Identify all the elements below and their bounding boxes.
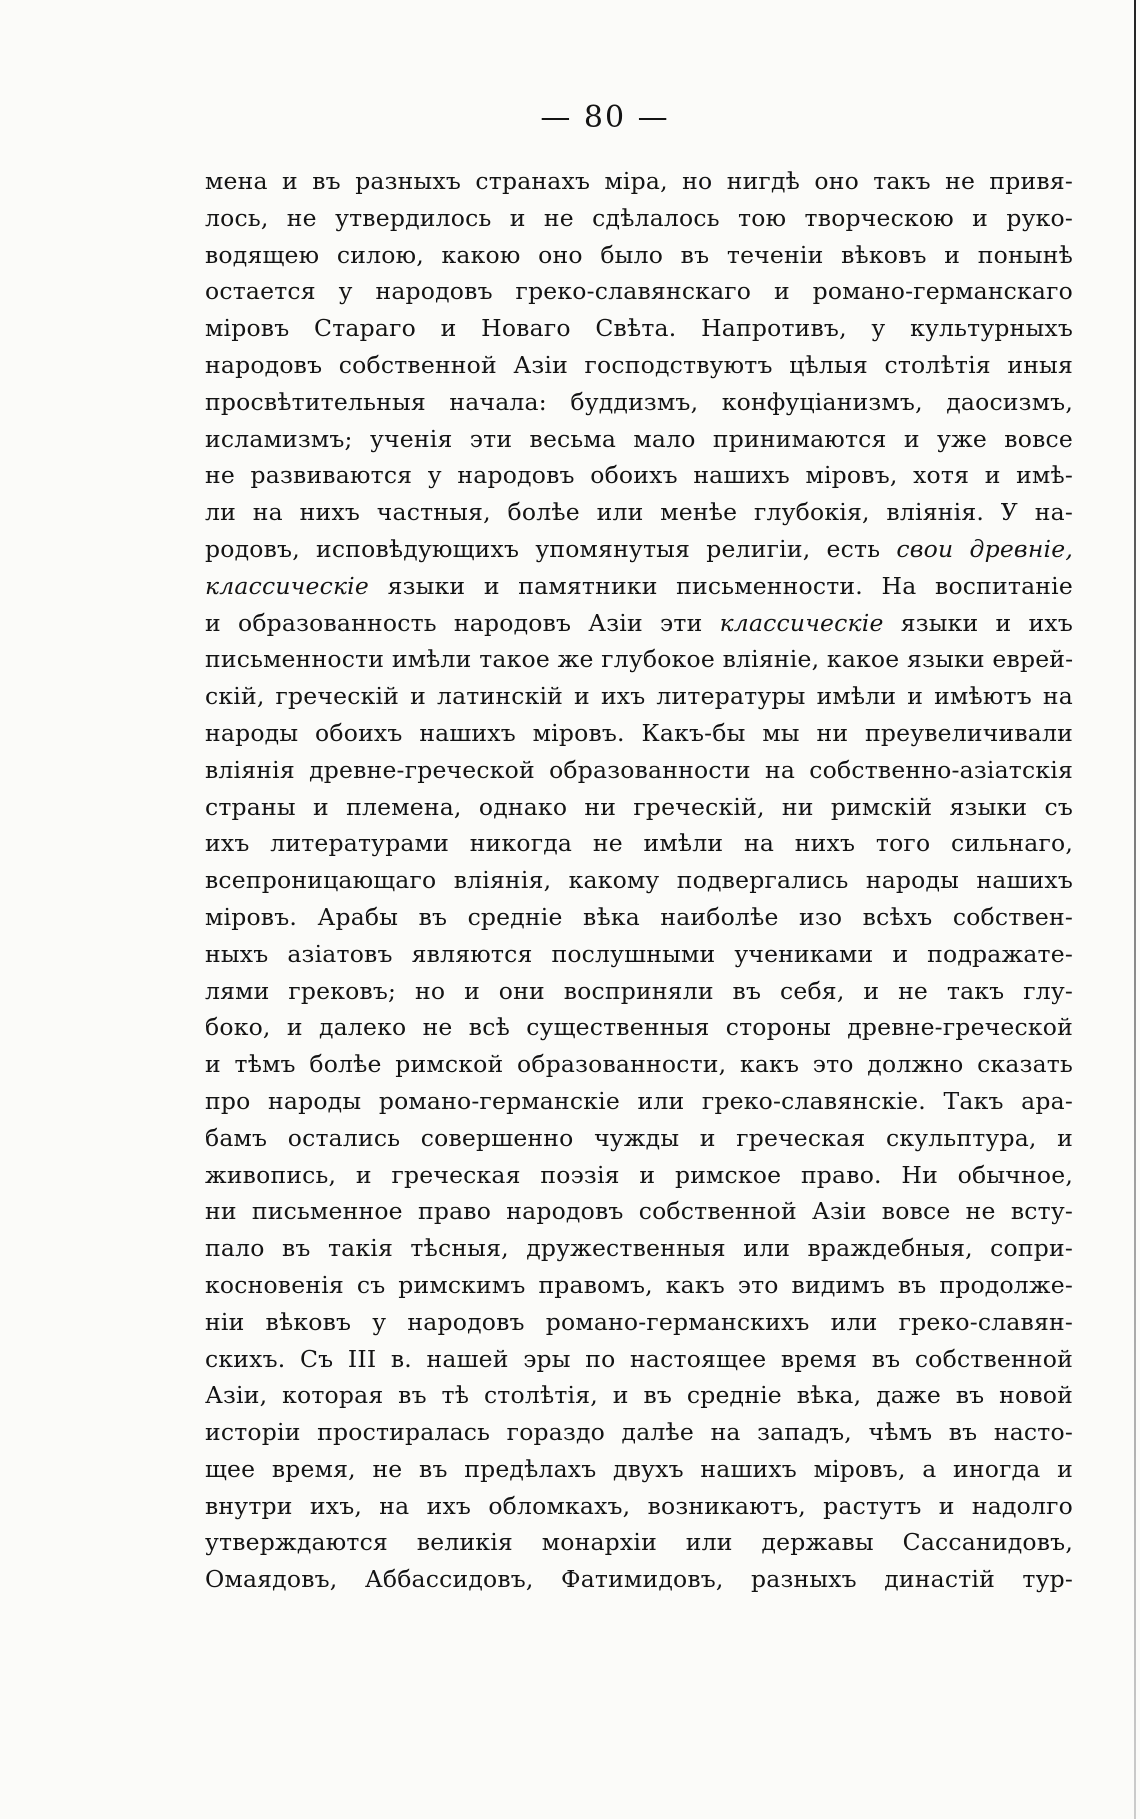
italic-text: свои древніе, xyxy=(896,534,1073,563)
text-line xyxy=(205,1377,1073,1414)
text-span: скихъ. Съ III в. нашей эры по настоящее время въ собственной xyxy=(205,1344,1073,1373)
text-span: мена и въ разныхъ странахъ міра, но нигдѣ оно такъ не привя- xyxy=(205,167,1073,195)
text-line xyxy=(205,1414,1073,1451)
text-line xyxy=(205,678,1073,715)
text-span: міровъ. Арабы въ средніе вѣка наиболѣе изо всѣхъ собствен- xyxy=(205,902,1073,931)
text-span: внутри ихъ, на ихъ обломкахъ, возникаютъ, растутъ и надолго xyxy=(205,1491,1073,1520)
text-span: утверждаются великія монархіи или державы Сассанидовъ, xyxy=(205,1528,1073,1557)
text-line xyxy=(205,1341,1073,1378)
text-span: ныхъ азіатовъ являются послушными учениками и подражате- xyxy=(205,939,1073,968)
text-span: языки и памятники письменности. На воспитаніе xyxy=(369,571,1073,600)
text-span: лями грековъ; но и они восприняли въ себя, и не такъ глу- xyxy=(205,976,1073,1005)
text-span: не развиваются у народовъ обоихъ нашихъ міровъ, хотя и имѣ- xyxy=(205,461,1073,490)
text-span: ихъ литературами никогда не имѣли на нихъ того сильнаго, xyxy=(205,829,1073,858)
text-line xyxy=(205,347,1073,384)
text-span: водящею силою, какою оно было въ теченіи вѣковъ и понынѣ xyxy=(205,240,1073,269)
text-line xyxy=(205,1451,1073,1488)
text-line xyxy=(205,1304,1073,1341)
text-line xyxy=(205,1561,1073,1598)
text-line xyxy=(205,715,1073,752)
text-line xyxy=(205,384,1073,421)
page-edge-shadow xyxy=(1134,0,1136,1819)
text-span: скій, греческій и латинскій и ихъ литературы имѣли и имѣютъ на xyxy=(205,682,1073,711)
text-span: Азіи, которая въ тѣ столѣтія, и въ средніе вѣка, даже въ новой xyxy=(205,1381,1073,1410)
text-line xyxy=(205,1009,1073,1046)
text-span: языки и ихъ xyxy=(883,608,1073,637)
text-line xyxy=(205,1524,1073,1561)
text-span: всепроницающаго вліянія, какому подвергались народы нашихъ xyxy=(205,866,1073,895)
text-line xyxy=(205,1120,1073,1157)
text-line xyxy=(205,936,1073,973)
body-text xyxy=(205,163,1073,1598)
text-span: исторіи простиралась гораздо далѣе на западъ, чѣмъ въ насто- xyxy=(205,1418,1073,1447)
text-line xyxy=(205,789,1073,826)
text-line xyxy=(205,1230,1073,1267)
text-line xyxy=(205,200,1073,237)
text-span: Омаядовъ, Аббассидовъ, Фатимидовъ, разныхъ династій тур- xyxy=(205,1565,1073,1594)
text-span: просвѣтительныя начала: буддизмъ, конфуціанизмъ, даосизмъ, xyxy=(205,387,1073,416)
text-line xyxy=(205,237,1073,274)
text-line xyxy=(205,1488,1073,1525)
text-span: народы обоихъ нашихъ міровъ. Какъ-бы мы ни преувеличивали xyxy=(205,718,1073,747)
text-line xyxy=(205,531,1073,568)
text-span: косновенія съ римскимъ правомъ, какъ это видимъ въ продолже- xyxy=(205,1270,1073,1299)
text-span: и тѣмъ болѣе римской образованности, какъ это должно сказать xyxy=(205,1050,1073,1079)
text-line xyxy=(205,605,1073,642)
text-span: письменности имѣли такое же глубокое вліяніе, какое языки еврей- xyxy=(205,645,1073,674)
text-span: щее время, не въ предѣлахъ двухъ нашихъ міровъ, а иногда и xyxy=(205,1454,1073,1483)
text-span: бамъ остались совершенно чужды и греческая скульптура, и xyxy=(205,1123,1073,1152)
text-span: исламизмъ; ученія эти весьма мало принимаются и уже вовсе xyxy=(205,424,1073,453)
text-line xyxy=(205,310,1073,347)
text-span: живопись, и греческая поэзія и римское право. Ни обычное, xyxy=(205,1160,1073,1189)
text-line xyxy=(205,752,1073,789)
text-line xyxy=(205,1157,1073,1194)
text-line xyxy=(205,862,1073,899)
text-line xyxy=(205,568,1073,605)
text-line xyxy=(205,1267,1073,1304)
text-span: боко, и далеко не всѣ существенныя стороны древне-греческой xyxy=(205,1013,1073,1042)
text-span: народовъ собственной Азіи господствуютъ цѣлыя столѣтія иныя xyxy=(205,350,1073,379)
text-line xyxy=(205,1046,1073,1083)
text-line xyxy=(205,163,1073,200)
italic-text: классическіе xyxy=(205,571,370,600)
text-span: міровъ Стараго и Новаго Свѣта. Напротивъ, у культурныхъ xyxy=(205,314,1073,343)
text-line xyxy=(205,899,1073,936)
italic-text: классическіе xyxy=(719,608,884,637)
text-span: остается у народовъ греко-славянскаго и романо-германскаго xyxy=(205,277,1073,306)
text-span: страны и племена, однако ни греческій, ни римскій языки съ xyxy=(205,792,1073,821)
text-line xyxy=(205,494,1073,531)
text-span: ни письменное право народовъ собственной Азіи вовсе не всту- xyxy=(205,1197,1073,1226)
text-span: вліянія древне-греческой образованности на собственно-азіатскія xyxy=(205,755,1073,784)
text-line xyxy=(205,421,1073,458)
text-span: родовъ, исповѣдующихъ упомянутыя религіи, есть xyxy=(205,534,897,563)
text-span: ніи вѣковъ у народовъ романо-германскихъ или греко-славян- xyxy=(205,1307,1073,1336)
page-number: — 80 — xyxy=(540,100,670,135)
text-line xyxy=(205,457,1073,494)
text-line xyxy=(205,273,1073,310)
text-span: про народы романо-германскіе или греко-славянскіе. Такъ ара- xyxy=(205,1086,1073,1115)
text-line xyxy=(205,1193,1073,1230)
text-span: пало въ такія тѣсныя, дружественныя или враждебныя, сопри- xyxy=(205,1234,1073,1263)
text-span: и образованность народовъ Азіи эти xyxy=(205,608,720,637)
text-line xyxy=(205,825,1073,862)
text-line xyxy=(205,973,1073,1010)
text-line xyxy=(205,1083,1073,1120)
text-span: лось, не утвердилось и не сдѣлалось тою творческою и руко- xyxy=(205,203,1073,232)
text-span: ли на нихъ частныя, болѣе или менѣе глубокія, вліянія. У на- xyxy=(205,498,1073,527)
text-line xyxy=(205,641,1073,678)
